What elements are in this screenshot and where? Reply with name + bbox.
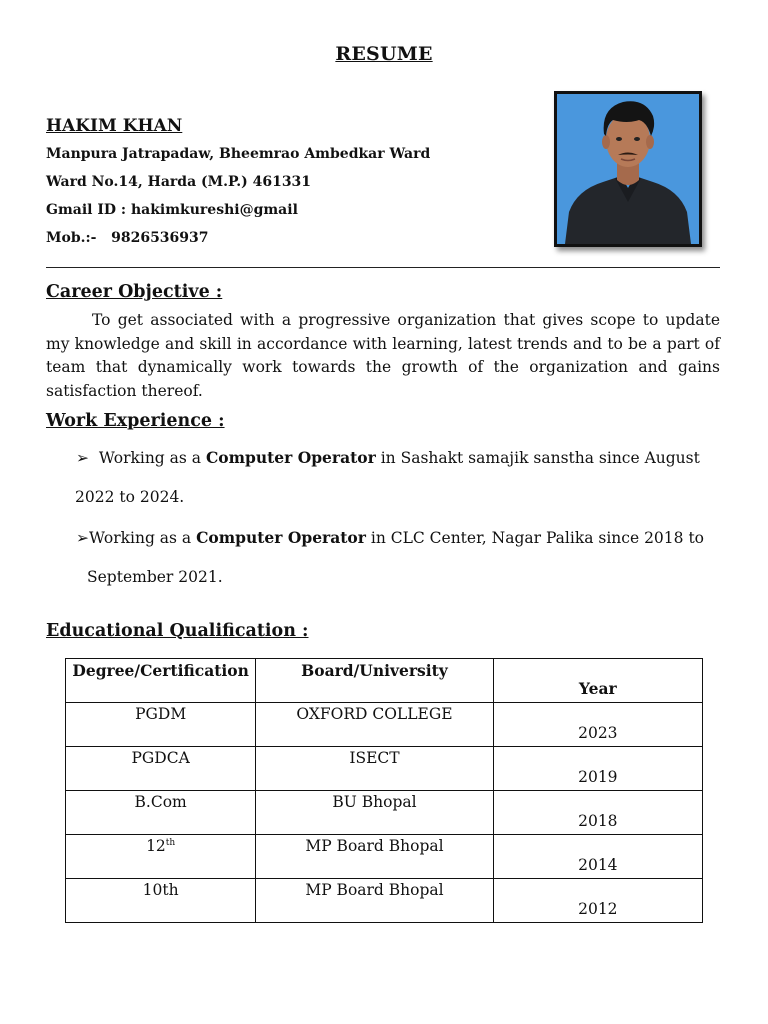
column-header: Year	[493, 659, 702, 703]
column-header: Degree/Certification	[66, 659, 256, 703]
address-line-1: Manpura Jatrapadaw, Bheemrao Ambedkar Ward	[46, 146, 431, 162]
career-objective-heading: Career Objective :	[46, 282, 223, 302]
work-item-continuation: 2022 to 2024.	[75, 488, 185, 506]
year-cell: 2014	[493, 835, 702, 879]
resume-title: RESUME	[335, 43, 433, 65]
work-item: ➢Working as a Computer Operator in CLC Center, Nagar Palika since 2018 to	[76, 528, 705, 547]
header-divider	[46, 267, 720, 268]
table-header-row	[66, 659, 703, 703]
work-item-continuation: September 2021.	[87, 568, 223, 586]
degree-cell: PGDCA	[66, 747, 256, 791]
year-cell: 2019	[493, 747, 702, 791]
column-header: Board/University	[256, 659, 493, 703]
year-cell: 2023	[493, 703, 702, 747]
profile-photo	[554, 91, 702, 247]
table-row	[66, 791, 703, 835]
work-item: ➢ Working as a Computer Operator in Sashakt samajik sanstha since August	[76, 448, 700, 467]
person-portrait-icon	[557, 94, 699, 244]
board-cell: MP Board Bhopal	[256, 835, 493, 879]
table-row	[66, 879, 703, 923]
candidate-name: HAKIM KHAN	[46, 116, 183, 136]
bullet-arrow-icon: ➢	[76, 529, 89, 547]
board-cell: ISECT	[256, 747, 493, 791]
career-objective-text: To get associated with a progressive organization that gives scope to update my knowledge and skill in accordance with learning, latest trends and to be a part of team that dynamically work towards the growth of the organization and gains satisfaction thereof.	[46, 311, 720, 400]
table-row	[66, 835, 703, 879]
table-row	[66, 747, 703, 791]
bullet-arrow-icon: ➢	[76, 449, 89, 467]
board-cell: OXFORD COLLEGE	[256, 703, 493, 747]
degree-cell: PGDM	[66, 703, 256, 747]
work-experience-heading: Work Experience :	[46, 411, 225, 431]
year-cell: 2012	[493, 879, 702, 923]
mobile-line: Mob.:- 9826536937	[46, 230, 209, 246]
education-table	[65, 658, 703, 923]
address-line-2: Ward No.14, Harda (M.P.) 461331	[46, 174, 312, 190]
email-line: Gmail ID : hakimkureshi@gmail	[46, 202, 298, 218]
year-cell: 2018	[493, 791, 702, 835]
degree-cell: 12th	[66, 835, 256, 879]
degree-cell: B.Com	[66, 791, 256, 835]
degree-cell: 10th	[66, 879, 256, 923]
board-cell: MP Board Bhopal	[256, 879, 493, 923]
board-cell: BU Bhopal	[256, 791, 493, 835]
education-heading: Educational Qualification :	[46, 621, 309, 641]
table-row	[66, 703, 703, 747]
